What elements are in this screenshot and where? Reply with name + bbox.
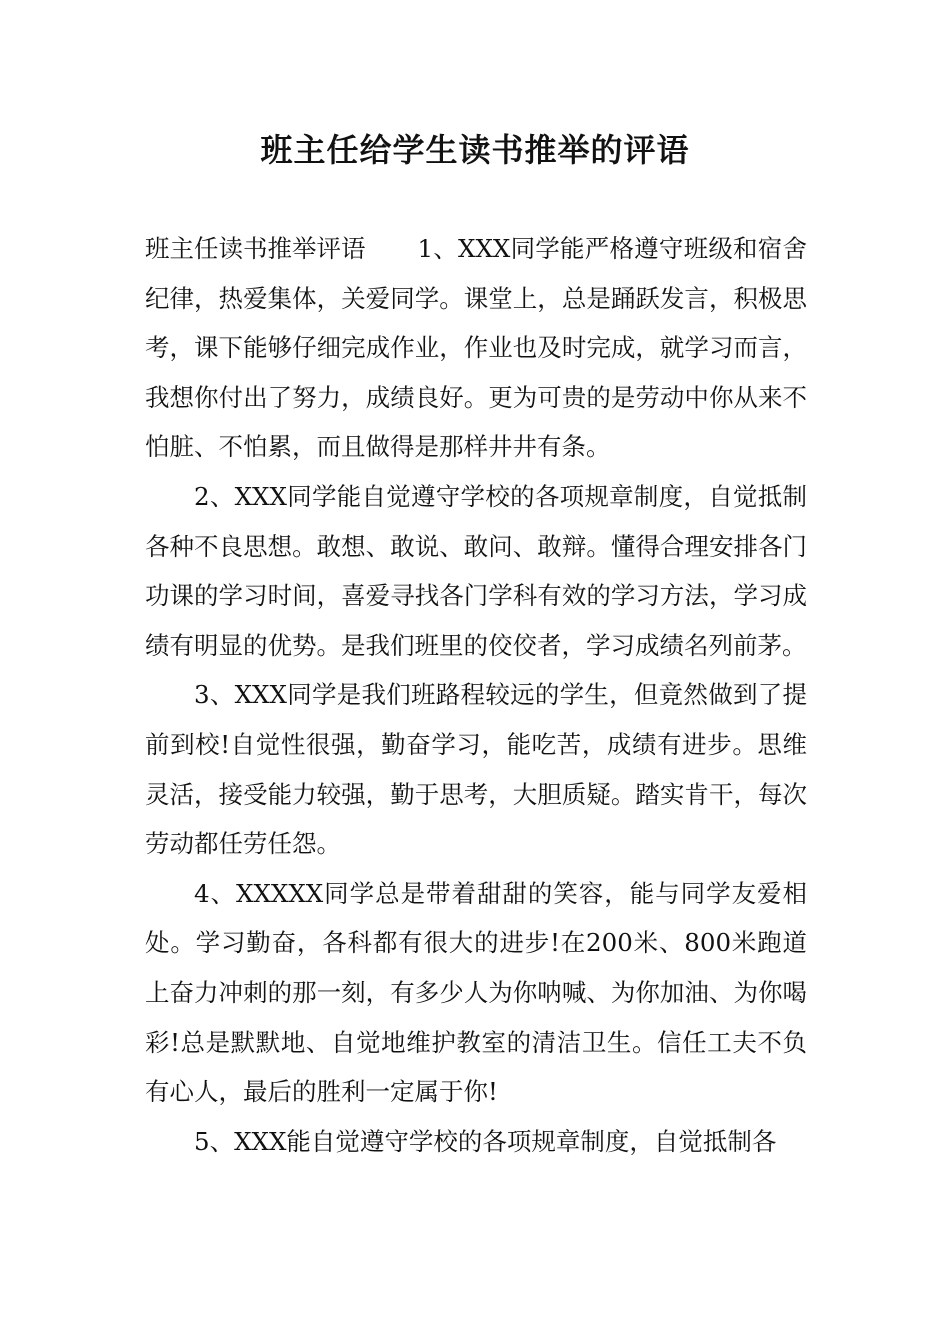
paragraph-1 [145,224,807,472]
lead-label: 班主任读书推举评语 [145,234,366,263]
paragraph-1-text: 1、XXX同学能严格遵守班级和宿舍纪律，热爱集体，关爱同学。课堂上，总是踊跃发言，积极思考，课下能够仔细完成作业，作业也及时完成，就学习而言，我想你付出了努力，成绩良好。更为可贵的是劳动中你从来不怕脏、不怕累，而且做得是那样井井有条。 [145,234,807,462]
paragraph-2: 2、XXX同学能自觉遵守学校的各项规章制度，自觉抵制各种不良思想。敢想、敢说、敢问、敢辩。懂得合理安排各门功课的学习时间，喜爱寻找各门学科有效的学习方法，学习成绩有明显的优势。是我们班里的佼佼者，学习成绩名列前茅。 [145,481,807,660]
paragraph-5: 5、XXX能自觉遵守学校的各项规章制度，自觉抵制各 [194,1126,777,1156]
document-body [145,224,807,1166]
paragraph-4: 4、XXXXX同学总是带着甜甜的笑容，能与同学友爱相处。学习勤奋，各科都有很大的进步!在200米、800米跑道上奋力冲刺的那一刻，有多少人为你呐喊、为你加油、为你喝彩!总是默默地、自觉地维护教室的清洁卫生。信任工夫不负有心人，最后的胜利一定属于你! [145,878,807,1107]
paragraph-3: 3、XXX同学是我们班路程较远的学生，但竟然做到了提前到校!自觉性很强，勤奋学习，能吃苦，成绩有进步。思维灵活，接受能力较强，勤于思考，大胆质疑。踏实肯干，每次劳动都任劳任怨。 [145,680,807,859]
document-title: 班主任给学生读书推举的评语 [260,131,690,169]
